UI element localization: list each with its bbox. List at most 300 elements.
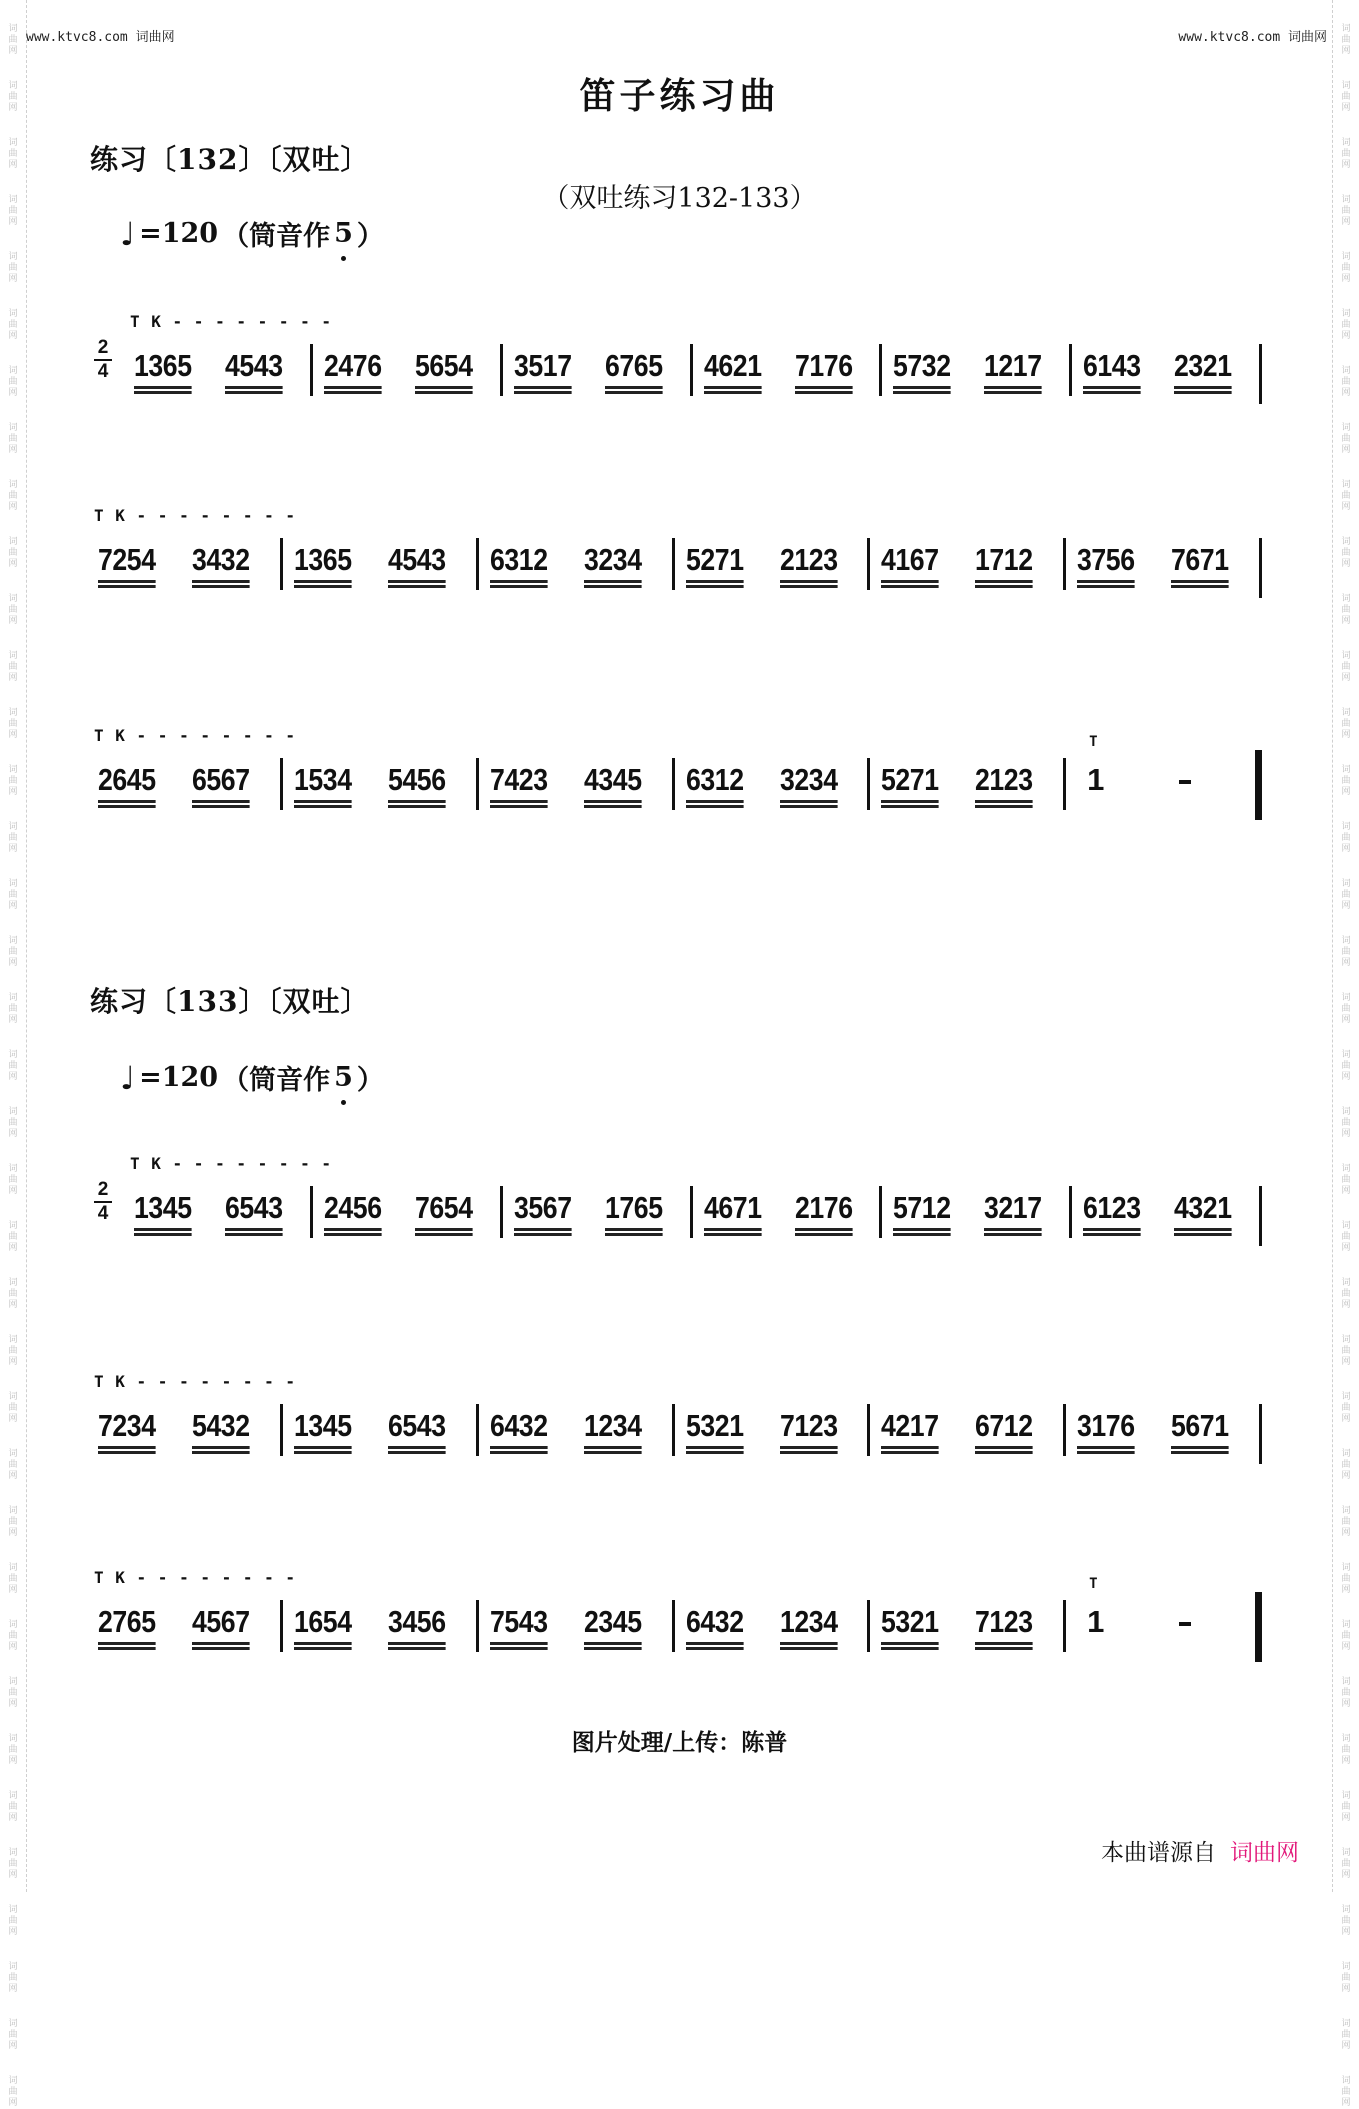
watermark-text: 词曲网 xyxy=(8,24,18,56)
watermark-text: 词曲网 xyxy=(8,879,18,911)
note-group xyxy=(294,1408,352,1454)
tk-articulation: T K - - - - - - - - xyxy=(130,1154,333,1173)
beam-line xyxy=(514,391,572,394)
watermark-text: 词曲网 xyxy=(1341,81,1351,113)
tempo-value: =120 xyxy=(139,218,219,249)
beam-line xyxy=(881,805,939,808)
watermark-text: 词曲网 xyxy=(8,594,18,626)
time-signature xyxy=(92,1180,114,1224)
beam-line xyxy=(686,585,744,588)
barline xyxy=(867,1600,870,1652)
watermark-text: 词曲网 xyxy=(1341,1791,1351,1823)
beam-line xyxy=(893,1228,951,1231)
beam-line xyxy=(98,585,156,588)
note-digits: 1234 xyxy=(779,1604,838,1639)
beam-line xyxy=(795,1228,853,1231)
watermark-text: 词曲网 xyxy=(8,1506,18,1538)
final-tongue-mark: T xyxy=(1089,734,1098,750)
beam-line xyxy=(881,1642,939,1645)
barline xyxy=(280,538,283,590)
barline xyxy=(1063,1600,1066,1652)
beam-line xyxy=(881,585,939,588)
beam-line xyxy=(1077,580,1135,583)
note-digits: 4543 xyxy=(387,542,446,577)
beam-line xyxy=(584,805,642,808)
note-group xyxy=(192,762,250,808)
watermark-text: 词曲网 xyxy=(1341,765,1351,797)
ex133-row-3 xyxy=(92,1568,1272,1682)
beam-line xyxy=(584,1647,642,1650)
watermark-text: 词曲网 xyxy=(8,1791,18,1823)
note-group xyxy=(686,762,744,808)
quarter-note-icon: ♩ xyxy=(120,214,136,253)
note-digits: 4345 xyxy=(583,762,642,797)
beam-line xyxy=(324,1233,382,1236)
watermark-text: 词曲网 xyxy=(8,195,18,227)
watermark-text: 词曲网 xyxy=(8,1620,18,1652)
note-digits: 4167 xyxy=(881,542,939,577)
note-digits: 3217 xyxy=(984,1190,1043,1225)
watermark-text: 词曲网 xyxy=(8,1164,18,1196)
note-group xyxy=(881,762,939,808)
beam-line xyxy=(795,391,853,394)
note-digits: 5271 xyxy=(685,542,744,577)
tempo-close: ） xyxy=(356,221,384,252)
source-brand-link[interactable]: 词曲网 xyxy=(1230,1840,1299,1866)
note-group xyxy=(98,1604,156,1650)
note-digits: 3756 xyxy=(1077,542,1135,577)
watermark-text: 词曲网 xyxy=(8,1278,18,1310)
exercise-133-heading: 练习〔133〕〔双吐〕 xyxy=(90,985,370,1018)
beam-line xyxy=(686,580,744,583)
beam-line xyxy=(192,580,250,583)
barline xyxy=(1259,1404,1262,1464)
barline xyxy=(672,1600,675,1652)
ex132-row-3 xyxy=(92,726,1272,840)
beam-line xyxy=(514,1228,572,1231)
watermark-text: 词曲网 xyxy=(1341,138,1351,170)
beam-line xyxy=(490,580,548,583)
note-digits: 2476 xyxy=(323,348,382,383)
note-digits: 1345 xyxy=(134,1190,192,1225)
beam-line xyxy=(1083,386,1141,389)
beam-line xyxy=(881,1647,939,1650)
note-digits: 3234 xyxy=(779,762,838,797)
watermark-text: 词曲网 xyxy=(1341,708,1351,740)
beam-line xyxy=(415,386,473,389)
note-digits: 1712 xyxy=(975,542,1033,577)
note-group xyxy=(192,1408,250,1454)
beam-line xyxy=(490,800,548,803)
source-attribution xyxy=(1101,1834,1299,1867)
note-group xyxy=(490,542,548,588)
beam-line xyxy=(984,1228,1042,1231)
beam-line xyxy=(192,800,250,803)
beam-line xyxy=(780,1446,838,1449)
note-group xyxy=(1077,1408,1135,1454)
beam-line xyxy=(98,805,156,808)
beam-line xyxy=(1171,1446,1229,1449)
watermark-text: 词曲网 xyxy=(1341,2019,1351,2051)
note-digits: 7543 xyxy=(489,1604,548,1639)
beam-line xyxy=(975,1446,1033,1449)
note-digits: 4217 xyxy=(881,1408,939,1443)
beam-line xyxy=(584,585,642,588)
barline xyxy=(280,1600,283,1652)
beam-line xyxy=(780,1642,838,1645)
note-group xyxy=(975,762,1033,808)
beam-line xyxy=(225,1233,283,1236)
beam-line xyxy=(704,386,762,389)
beam-line xyxy=(881,1451,939,1454)
beam-line xyxy=(98,1647,156,1650)
note-group xyxy=(324,1190,382,1236)
watermark-text: 词曲网 xyxy=(1341,1449,1351,1481)
note-group xyxy=(1077,542,1135,588)
barline xyxy=(310,1186,313,1238)
watermark-text: 词曲网 xyxy=(8,1221,18,1253)
beam-line xyxy=(294,585,352,588)
barline xyxy=(1063,758,1066,810)
note-digits: 4671 xyxy=(703,1190,762,1225)
beam-line xyxy=(686,1647,744,1650)
barline xyxy=(1069,344,1072,396)
note-group xyxy=(134,348,192,394)
watermark-text: 词曲网 xyxy=(8,1107,18,1139)
beam-line xyxy=(294,1446,352,1449)
watermark-text: 词曲网 xyxy=(1341,366,1351,398)
beam-line xyxy=(605,1233,663,1236)
exercise-133-tempo xyxy=(120,1058,384,1097)
beam-line xyxy=(134,1233,192,1236)
barline xyxy=(1063,1404,1066,1456)
watermark-text: 词曲网 xyxy=(8,366,18,398)
note-group xyxy=(225,1190,283,1236)
watermark-text: 词曲网 xyxy=(8,822,18,854)
note-digits: 4321 xyxy=(1174,1190,1232,1225)
note-digits: 1234 xyxy=(583,1408,642,1443)
beam-line xyxy=(514,1233,572,1236)
beam-line xyxy=(704,1228,762,1231)
beam-line xyxy=(134,386,192,389)
watermark-text: 词曲网 xyxy=(8,993,18,1025)
watermark-text: 词曲网 xyxy=(8,537,18,569)
watermark-text: 词曲网 xyxy=(1341,1734,1351,1766)
beam-line xyxy=(192,1647,250,1650)
ex133-row-2 xyxy=(92,1372,1272,1486)
note-digits: 3517 xyxy=(513,348,572,383)
beam-line xyxy=(975,580,1033,583)
note-group xyxy=(415,348,473,394)
beam-line xyxy=(294,800,352,803)
note-group xyxy=(780,762,838,808)
beam-line xyxy=(192,1642,250,1645)
tk-articulation: T K - - - - - - - - xyxy=(94,726,297,745)
exercise-132-heading: 练习〔132〕〔双吐〕 xyxy=(90,143,370,176)
beam-line xyxy=(686,1642,744,1645)
watermark-text: 词曲网 xyxy=(8,1848,18,1880)
note-digits: 6312 xyxy=(489,542,548,577)
watermark-text: 词曲网 xyxy=(8,2076,18,2108)
watermark-text: 词曲网 xyxy=(8,2019,18,2051)
note-digits: 2345 xyxy=(583,1604,642,1639)
beam-line xyxy=(584,800,642,803)
beam-line xyxy=(415,1228,473,1231)
note-group xyxy=(984,1190,1042,1236)
beam-line xyxy=(490,585,548,588)
note-group xyxy=(686,1408,744,1454)
tempo-value: =120 xyxy=(139,1062,219,1093)
watermark-text: 词曲网 xyxy=(1341,1848,1351,1880)
watermark-text: 词曲网 xyxy=(1341,879,1351,911)
watermark-text: 词曲网 xyxy=(8,1677,18,1709)
watermark-text: 词曲网 xyxy=(1341,993,1351,1025)
beam-line xyxy=(605,386,663,389)
beam-line xyxy=(1171,580,1229,583)
time-sig-top: 2 xyxy=(97,1179,109,1200)
header-site-left[interactable]: www.ktvc8.com 词曲网 xyxy=(26,30,175,45)
watermark-text: 词曲网 xyxy=(1341,1506,1351,1538)
beam-line xyxy=(225,391,283,394)
beam-line xyxy=(294,580,352,583)
source-prefix: 本曲谱源自 xyxy=(1101,1840,1216,1866)
right-watermark-strip xyxy=(1332,0,1359,2108)
note-group xyxy=(192,1604,250,1650)
final-dash xyxy=(1179,1622,1191,1626)
note-group xyxy=(294,542,352,588)
watermark-text: 词曲网 xyxy=(1341,651,1351,683)
beam-line xyxy=(686,800,744,803)
watermark-text: 词曲网 xyxy=(8,1050,18,1082)
watermark-text: 词曲网 xyxy=(8,1905,18,1937)
beam-line xyxy=(324,391,382,394)
note-group xyxy=(98,1408,156,1454)
barline xyxy=(879,344,882,396)
watermark-text: 词曲网 xyxy=(1341,1335,1351,1367)
tk-articulation: T K - - - - - - - - xyxy=(130,312,333,331)
beam-line xyxy=(975,1451,1033,1454)
note-group xyxy=(225,348,283,394)
beam-line xyxy=(225,1228,283,1231)
barline xyxy=(1259,344,1262,404)
beam-line xyxy=(225,386,283,389)
note-group xyxy=(975,1604,1033,1650)
beam-line xyxy=(415,1233,473,1236)
note-group xyxy=(192,542,250,588)
note-digits: 6123 xyxy=(1083,1190,1141,1225)
note-group xyxy=(795,348,853,394)
note-group xyxy=(780,1408,838,1454)
note-digits: 6143 xyxy=(1083,348,1141,383)
beam-line xyxy=(294,1451,352,1454)
note-digits: 2456 xyxy=(323,1190,382,1225)
note-group xyxy=(584,542,642,588)
ex133-row-1 xyxy=(92,1154,1272,1268)
note-group xyxy=(605,348,663,394)
beam-line xyxy=(795,386,853,389)
note-digits: 2123 xyxy=(779,542,838,577)
beam-line xyxy=(294,1647,352,1650)
beam-line xyxy=(490,805,548,808)
beam-line xyxy=(514,386,572,389)
barline xyxy=(867,538,870,590)
beam-line xyxy=(780,585,838,588)
watermark-text: 词曲网 xyxy=(1341,195,1351,227)
barline xyxy=(672,1404,675,1456)
note-digits: 5654 xyxy=(414,348,473,383)
beam-line xyxy=(1174,1228,1232,1231)
watermark-text: 词曲网 xyxy=(1341,2076,1351,2108)
beam-line xyxy=(605,391,663,394)
note-digits: 2123 xyxy=(975,762,1033,797)
note-group xyxy=(294,1604,352,1650)
beam-line xyxy=(490,1647,548,1650)
beam-line xyxy=(98,1642,156,1645)
tempo-close: ） xyxy=(356,1065,384,1096)
beam-line xyxy=(881,800,939,803)
beam-line xyxy=(881,580,939,583)
note-group xyxy=(294,762,352,808)
beam-line xyxy=(1174,1233,1232,1236)
watermark-text: 词曲网 xyxy=(1341,594,1351,626)
note-digits: 7234 xyxy=(98,1408,156,1443)
barline xyxy=(500,1186,503,1238)
beam-line xyxy=(984,391,1042,394)
time-sig-bottom: 4 xyxy=(97,1203,109,1224)
note-group xyxy=(1174,1190,1232,1236)
barline xyxy=(1259,538,1262,598)
barline xyxy=(476,1404,479,1456)
barline xyxy=(672,538,675,590)
watermark-text: 词曲网 xyxy=(8,1734,18,1766)
beam-line xyxy=(1171,585,1229,588)
note-digits: 6543 xyxy=(225,1190,283,1225)
beam-line xyxy=(704,1233,762,1236)
beam-line xyxy=(490,1642,548,1645)
watermark-text: 词曲网 xyxy=(1341,822,1351,854)
note-group xyxy=(605,1190,663,1236)
note-digits: 5321 xyxy=(881,1604,939,1639)
note-digits: 6765 xyxy=(604,348,663,383)
watermark-text: 词曲网 xyxy=(8,651,18,683)
beam-line xyxy=(780,580,838,583)
beam-line xyxy=(686,1451,744,1454)
watermark-text: 词曲网 xyxy=(8,708,18,740)
watermark-text: 词曲网 xyxy=(1341,24,1351,56)
watermark-text: 词曲网 xyxy=(1341,1164,1351,1196)
barline xyxy=(280,1404,283,1456)
beam-line xyxy=(984,386,1042,389)
beam-line xyxy=(1174,391,1232,394)
watermark-text: 词曲网 xyxy=(1341,1563,1351,1595)
barline xyxy=(1259,1186,1262,1246)
tempo-pitch: 5 xyxy=(334,218,353,249)
note-group xyxy=(893,1190,951,1236)
beam-line xyxy=(975,1647,1033,1650)
note-digits: 1534 xyxy=(293,762,352,797)
note-digits: 5432 xyxy=(192,1408,250,1443)
ex132-row-1 xyxy=(92,312,1272,426)
beam-line xyxy=(584,1451,642,1454)
note-digits: 2176 xyxy=(794,1190,853,1225)
beam-line xyxy=(893,391,951,394)
beam-line xyxy=(780,800,838,803)
watermark-text: 词曲网 xyxy=(8,1962,18,1994)
note-group xyxy=(415,1190,473,1236)
beam-line xyxy=(975,805,1033,808)
watermark-text: 词曲网 xyxy=(8,423,18,455)
tk-articulation: T K - - - - - - - - xyxy=(94,506,297,525)
note-digits: 1765 xyxy=(604,1190,663,1225)
note-group xyxy=(514,348,572,394)
beam-line xyxy=(1083,1228,1141,1231)
beam-line xyxy=(192,1451,250,1454)
beam-line xyxy=(324,386,382,389)
beam-line xyxy=(192,585,250,588)
watermark-text: 词曲网 xyxy=(1341,1107,1351,1139)
note-digits: 6432 xyxy=(489,1408,548,1443)
note-digits: 3567 xyxy=(513,1190,572,1225)
note-digits: 1345 xyxy=(293,1408,352,1443)
watermark-text: 词曲网 xyxy=(8,1335,18,1367)
barline xyxy=(690,1186,693,1238)
note-group xyxy=(490,762,548,808)
note-group xyxy=(584,1604,642,1650)
note-digits: 4543 xyxy=(225,348,283,383)
beam-line xyxy=(780,1451,838,1454)
note-group xyxy=(795,1190,853,1236)
beam-line xyxy=(192,805,250,808)
note-digits: 3456 xyxy=(387,1604,446,1639)
beam-line xyxy=(490,1451,548,1454)
beam-line xyxy=(584,1642,642,1645)
header-site-right[interactable]: www.ktvc8.com 词曲网 xyxy=(1178,30,1327,45)
beam-line xyxy=(881,1446,939,1449)
beam-line xyxy=(1077,1451,1135,1454)
note-digits: 5671 xyxy=(1171,1408,1229,1443)
left-watermark-strip xyxy=(0,0,27,2108)
time-sig-bottom: 4 xyxy=(97,361,109,382)
beam-line xyxy=(388,580,446,583)
note-digits: 7176 xyxy=(794,348,853,383)
barline xyxy=(476,538,479,590)
watermark-text: 词曲网 xyxy=(8,81,18,113)
note-group xyxy=(98,762,156,808)
note-group xyxy=(1083,348,1141,394)
barline xyxy=(1069,1186,1072,1238)
note-digits: 6312 xyxy=(685,762,744,797)
watermark-text: 词曲网 xyxy=(8,252,18,284)
tempo-note: （筒音作 xyxy=(222,1065,331,1096)
note-group xyxy=(881,1604,939,1650)
note-group xyxy=(388,1408,446,1454)
note-digits: 5321 xyxy=(685,1408,744,1443)
note-group xyxy=(98,542,156,588)
note-digits: 7654 xyxy=(414,1190,473,1225)
watermark-text: 词曲网 xyxy=(1341,1050,1351,1082)
note-digits: 6543 xyxy=(387,1408,446,1443)
note-digits: 3432 xyxy=(192,542,250,577)
watermark-text: 词曲网 xyxy=(1341,1677,1351,1709)
beam-line xyxy=(605,1228,663,1231)
watermark-text: 词曲网 xyxy=(8,138,18,170)
note-group xyxy=(584,1408,642,1454)
barline xyxy=(867,1404,870,1456)
beam-line xyxy=(893,386,951,389)
note-digits: 7423 xyxy=(489,762,548,797)
watermark-text: 词曲网 xyxy=(1341,1392,1351,1424)
note-group xyxy=(893,348,951,394)
